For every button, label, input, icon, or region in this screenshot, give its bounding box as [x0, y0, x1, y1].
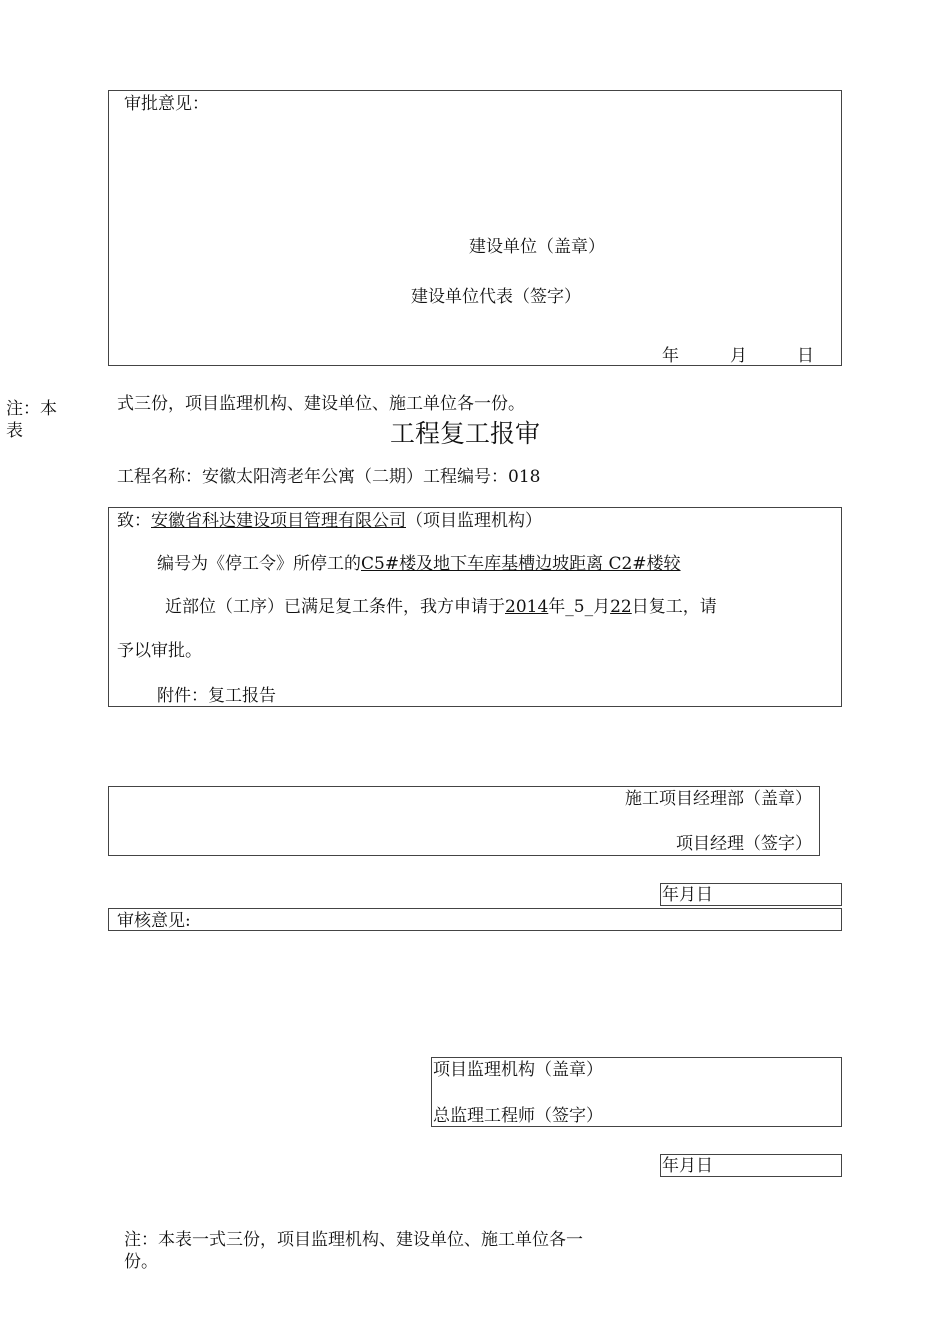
review-box [108, 908, 842, 931]
to-line [117, 513, 542, 530]
manager-sign: 项目经理（签字） [676, 834, 812, 854]
note-text: 式三份，项目监理机构、建设单位、施工单位各一份。 [117, 394, 525, 414]
review-label: 审核意见: [117, 911, 191, 931]
stop-order-text: 编号为《停工令》所停工的 [157, 554, 361, 574]
resume-text: 近部位（工序）已满足复工条件，我方申请于 [165, 597, 505, 617]
attachment-line: 附件：复工报告 [157, 686, 276, 706]
note-prefix-line2: 表 [6, 421, 23, 441]
date-year: 年 [662, 346, 679, 366]
construction-rep-sign: 建设单位代表（签字） [411, 287, 581, 307]
to-suffix: （项目监理机构） [406, 511, 542, 531]
resume-tail: 日复工，请 [631, 597, 717, 617]
resume-day: 22 [610, 597, 632, 617]
date-day: 日 [797, 346, 814, 366]
note-bottom-line1: 注：本表一式三份，项目监理机构、建设单位、施工单位各一 [124, 1230, 583, 1250]
date-2: 年月日 [662, 1156, 713, 1176]
note-bottom-line2: 份。 [124, 1252, 158, 1272]
resume-line [165, 599, 717, 616]
approval-box [108, 90, 842, 366]
stop-location: C5#楼及地下车库基槽边坡距离 C2#楼较 [361, 554, 681, 574]
chief-sign: 总监理工程师（签字） [433, 1106, 603, 1126]
date-1: 年月日 [662, 885, 713, 905]
to-org: 安徽省科达建设项目管理有限公司 [151, 511, 406, 531]
approval-label: 审批意见： [124, 94, 209, 114]
to-prefix: 致： [117, 511, 151, 531]
resume-month-unit: _月 [584, 597, 611, 617]
note-prefix-line1: 注：本 [6, 399, 57, 419]
resume-year-unit: 年_ [548, 597, 574, 617]
stop-order-line [157, 556, 681, 573]
resume-year: 2014 [505, 597, 549, 617]
form-title: 工程复工报审 [390, 419, 541, 448]
request-approval: 予以审批。 [117, 641, 202, 661]
resume-month: 5 [573, 597, 585, 617]
date-month: 月 [730, 346, 747, 366]
construction-unit-seal: 建设单位（盖章） [469, 237, 605, 257]
supervisor-seal: 项目监理机构（盖章） [433, 1060, 603, 1080]
contractor-seal: 施工项目经理部（盖章） [625, 789, 812, 809]
project-name-line: 工程名称：安徽太阳湾老年公寓（二期）工程编号：018 [117, 467, 541, 487]
